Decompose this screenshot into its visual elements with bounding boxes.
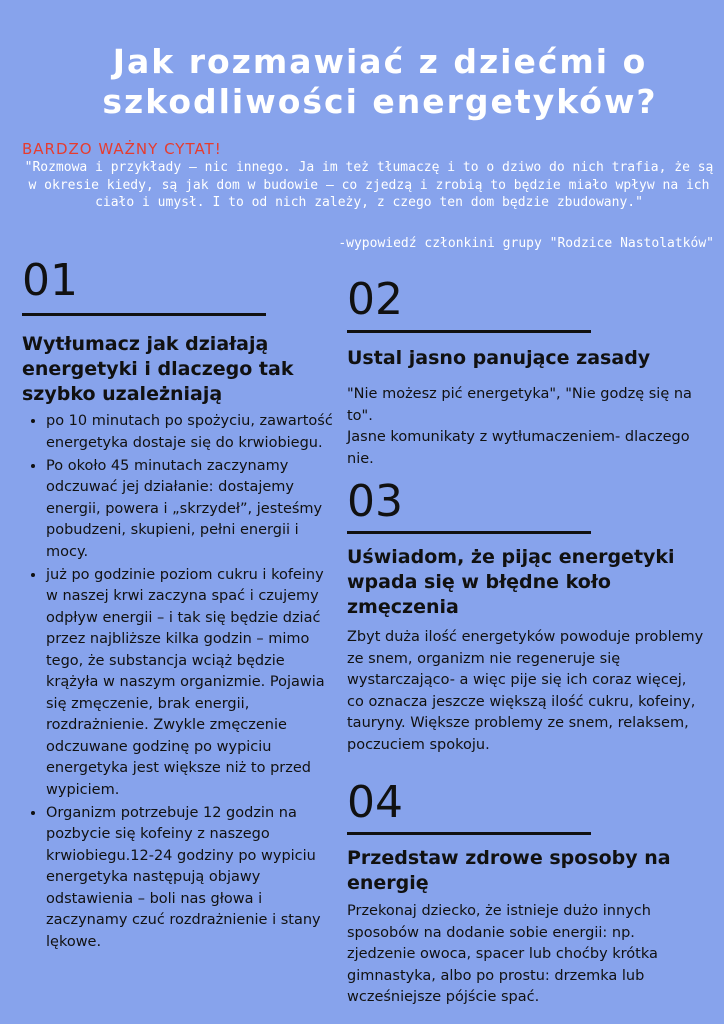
section-02-number: 02 xyxy=(347,274,403,325)
section-02-body-line-1: "Nie możesz pić energetyka", "Nie godzę się na to". xyxy=(347,386,692,424)
list-item: • już po godzinie poziom cukru i kofeiny w naszej krwi zaczyna spać i czujemy odpływ energii – i tak się będzie dziać przez najbliższe kilka godzin – mimo tego, że substancja wciąż będzie krążyła w naszym organizmie. Pojawia się zmęczenie, brak energii, rozdrażnienie. Zwykle zmęczenie odczuwane godzinę po wypiciu energetyka jest większe niż to przed wypiciem. xyxy=(46,565,338,802)
list-item: • po 10 minutach po spożyciu, zawartość energetyka dostaje się do krwiobiegu. xyxy=(46,411,338,454)
page-title: Jak rozmawiać z dziećmi o szkodliwości energetyków? xyxy=(102,42,658,122)
section-03-divider xyxy=(347,531,591,534)
section-02-body-line-2: Jasne komunikaty z wytłumaczeniem- dlaczego nie. xyxy=(347,429,690,467)
list-item: • Organizm potrzebuje 12 godzin na pozbycie się kofeiny z naszego krwiobiegu.12-24 godziny po wypiciu energetyka następują objawy odstawienia – boli nas głowa i zaczynamy czuć rozdrażnienie i stany lękowe. xyxy=(46,803,338,954)
section-04-body: Przekonaj dziecko, że istnieje dużo innych sposobów na dodanie sobie energii: np. zjedzenie owoca, spacer lub choćby krótka gimnastyka, albo po prostu: drzemka lub wcześniejsze pójście spać. xyxy=(347,903,658,1005)
section-04-divider xyxy=(347,832,591,835)
section-03-body: Zbyt duża ilość energetyków powoduje problemy ze snem, organizm nie regeneruje się wystarczająco- a więc pije się ich coraz więcej, co oznacza jeszcze większą ilość cukru, kofeiny, tauryny. Większe problemy ze snem, relaksem, poczuciem spokoju. xyxy=(347,629,704,753)
section-02-heading: Ustal jasno panujące zasady xyxy=(347,347,651,369)
section-03-heading: Uświadom, że pijąc energetyki wpada się w błędne koło zmęczenia xyxy=(347,546,675,618)
quote-label: BARDZO WAŻNY CYTAT! xyxy=(22,140,222,158)
section-02-divider xyxy=(347,330,591,333)
quote-text: "Rozmowa i przykłady – nic innego. Ja im też tłumaczę i to o dziwo do nich trafia, że są w okresie kiedy, są jak dom w budowie – co zjedzą i zrobią to będzie miało wpływ na ich ciało i umysł. I to od nich zależy, z czego ten dom będzie zbudowany." xyxy=(24,160,714,210)
section-01-number: 01 xyxy=(22,255,78,306)
section-01-divider xyxy=(22,313,266,316)
section-03-number: 03 xyxy=(347,476,403,527)
quote-author: -wypowiedź członkini grupy "Rodzice Nastolatków" xyxy=(338,236,714,251)
section-04-number: 04 xyxy=(347,777,403,828)
section-01-bullet-list xyxy=(28,411,338,955)
section-01-heading: Wytłumacz jak działają energetyki i dlaczego tak szybko uzależniają xyxy=(22,333,294,405)
section-02-body xyxy=(347,384,692,470)
section-04-heading: Przedstaw zdrowe sposoby na energię xyxy=(347,847,671,894)
list-item: • Po około 45 minutach zaczynamy odczuwać jej działanie: dostajemy energii, powera i „skrzydeł”, jesteśmy pobudzeni, skupieni, pełni energii i mocy. xyxy=(46,456,338,564)
